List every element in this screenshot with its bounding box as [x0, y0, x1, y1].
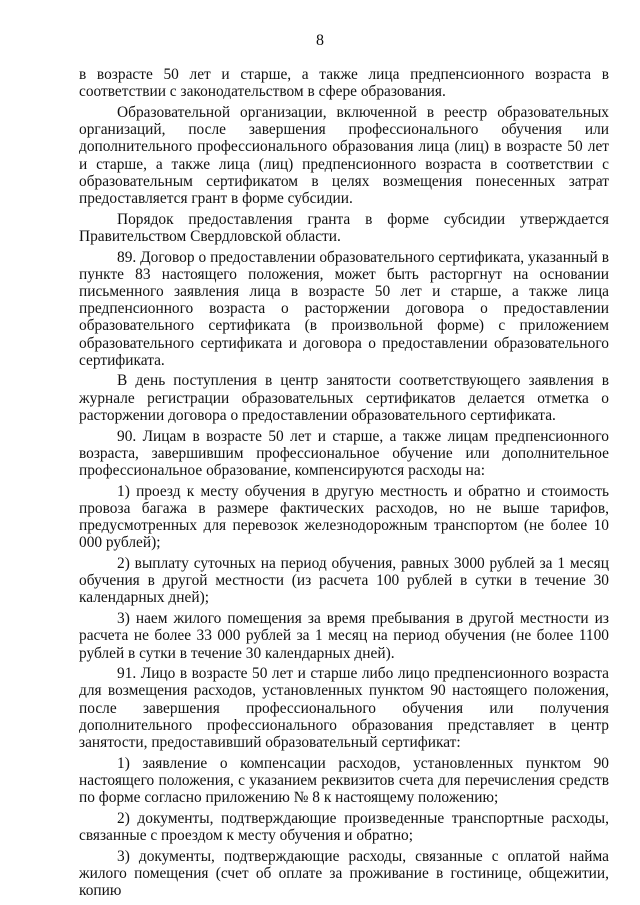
paragraph-90: 90. Лицам в возрасте 50 лет и старше, а также лицам предпенсионного возраста, завершившим профессиональное обучение или дополнительное профессиональное образование, компенсируются расходы на: — [79, 427, 609, 479]
paragraph-grant-procedure: Порядок предоставления гранта в форме субсидии утверждается Правительством Свердловской области. — [79, 210, 609, 245]
document-body — [79, 66, 609, 899]
paragraph-89-registration: В день поступления в центр занятости соответствующего заявления в журнале регистрации образовательных сертификатов делается отметка о расторжении договора о предоставлении образовательного сертификата. — [79, 372, 609, 424]
paragraph-90-item-1: 1) проезд к месту обучения в другую местность и обратно и стоимость провоза багажа в размере фактических расходов, но не выше тарифов, предусмотренных для перевозок железнодорожным транспортом (не более 10 000 рублей); — [79, 482, 609, 552]
paragraph-91-item-3: 3) документы, подтверждающие расходы, связанные с оплатой найма жилого помещения (счет об оплате за проживание в гостинице, общежитии, копию — [79, 847, 609, 900]
paragraph-91-item-1: 1) заявление о компенсации расходов, установленных пунктом 90 настоящего положения, с указанием реквизитов счета для перечисления средств по форме согласно приложению № 8 к настоящему положению; — [79, 754, 609, 807]
paragraph-91: 91. Лицо в возрасте 50 лет и старше либо лицо предпенсионного возраста для возмещения расходов, установленных пунктом 90 настоящего положения, после завершения профессионального обучения или получения дополнительного профессионального образования представляет в центр занятости, предоставивший образовательный сертификат: — [79, 665, 609, 752]
paragraph-continuation: в возрасте 50 лет и старше, а также лица предпенсионного возраста в соответствии с законодательством в сфере образования. — [79, 66, 609, 101]
paragraph-91-item-2: 2) документы, подтверждающие произведенные транспортные расходы, связанные с проездом к месту обучения и обратно; — [79, 809, 609, 845]
paragraph-grant-organization: Образовательной организации, включенной в реестр образовательных организаций, после завершения профессионального обучения или дополнительного профессионального образования лица (лиц) в возрасте 50 лет и старше, а также лица (лиц) предпенсионного возраста в соответствии с образовательным сертификатом в целях возмещения понесенных затрат предоставляется грант в форме субсидии. — [79, 103, 609, 207]
page-number: 8 — [316, 32, 324, 49]
paragraph-90-item-2: 2) выплату суточных на период обучения, равных 3000 рублей за 1 месяц обучения в другой местности (из расчета 100 рублей в сутки в течение 30 календарных дней); — [79, 554, 609, 607]
paragraph-89: 89. Договор о предоставлении образовательного сертификата, указанный в пункте 83 настоящего положения, может быть расторгнут на основании письменного заявления лица в возрасте 50 лет и старше, а также лица предпенсионного возраста о расторжении договора о предоставлении образовательного сертификата (в произвольной форме) с приложением образовательного сертификата и договора о предоставлении образовательного сертификата. — [79, 248, 609, 369]
paragraph-90-item-3: 3) наем жилого помещения за время пребывания в другой местности из расчета не более 33 000 рублей за 1 месяц на период обучения (не более 1100 рублей в сутки в течение 30 календарных дней). — [79, 610, 609, 662]
